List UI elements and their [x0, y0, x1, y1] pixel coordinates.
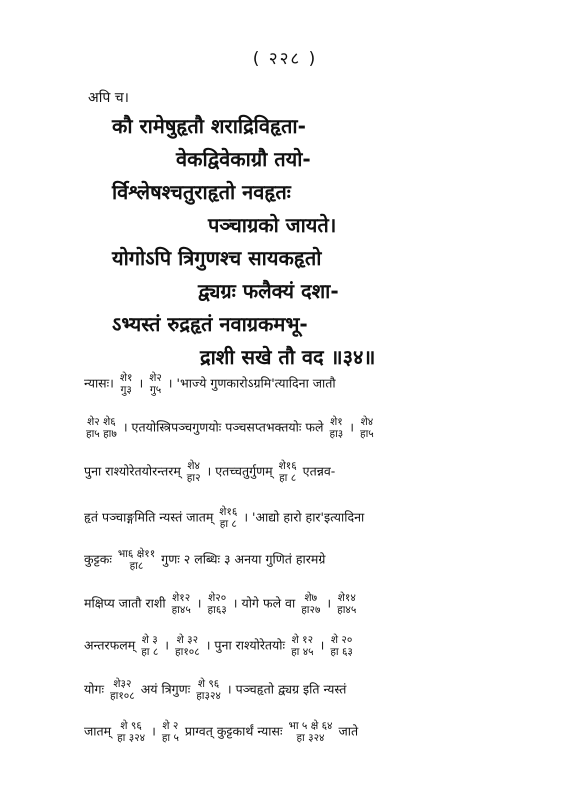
fraction-bottom: हा१०८	[110, 690, 135, 702]
verse-line: द्व्यग्रः फलैक्यं दशा-	[198, 279, 339, 303]
commentary-line	[84, 416, 376, 440]
verse-line: वेकद्विवेकाग्रौ तयो-	[176, 147, 311, 171]
fraction-top: शे ९६	[120, 720, 142, 732]
text-run: । पुना राश्योरेतयोः	[205, 637, 286, 653]
fraction-bottom: हा ३२४	[117, 732, 146, 744]
verse-line: कौ रामेषुहृतौ शराद्रिविहृता-	[112, 114, 306, 138]
intro-text: अपि च।	[88, 90, 129, 106]
fraction-bottom: हा६३	[207, 604, 227, 616]
fraction-top: शे१	[330, 416, 343, 428]
fraction-top: शे ९६	[197, 678, 220, 690]
fraction-top: शे २	[162, 720, 179, 732]
fraction-notation	[110, 678, 135, 702]
fraction-top: शे ३२	[176, 634, 199, 646]
fraction-bottom: हा ६३	[330, 646, 353, 658]
verse-line: ऽभ्यस्तं रुद्रहृतं नवाग्रकमभू-	[112, 312, 308, 336]
fraction-notation	[149, 372, 162, 396]
fraction-notation	[172, 592, 191, 616]
fraction-bottom: हा ५	[161, 732, 179, 744]
text-run: हृतं पञ्चाङ्गमिति न्यस्तं जातम्	[84, 509, 214, 525]
fraction-notation	[196, 678, 221, 702]
text-run: मक्षिप्य जातौ राशी	[84, 595, 166, 611]
page-number: ( २२८ )	[252, 49, 318, 69]
text-run: एतन्नव-	[302, 463, 336, 479]
fraction-top: शे २०	[330, 634, 353, 646]
fraction-top: शे४	[360, 416, 374, 428]
fraction-bottom: हा४५	[337, 604, 357, 616]
fraction-top: शे२०	[208, 592, 227, 604]
verse-line: योगोऽपि त्रिगुणश्च सायकहृतो	[112, 246, 322, 270]
fraction-notation	[162, 720, 179, 744]
commentary-line	[84, 548, 325, 572]
fraction-notation	[301, 592, 320, 616]
commentary-line	[84, 372, 336, 396]
text-run: । 'भाज्ये गुणकारोऽग्रमि'त्यादिना जातौ	[167, 375, 336, 391]
commentary-line	[84, 720, 358, 744]
text-run: । 'आद्यो हारो हार'इत्यादिना	[243, 509, 365, 525]
fraction-notation	[86, 416, 117, 440]
fraction-notation	[219, 506, 237, 530]
fraction-bottom: हा३	[329, 428, 344, 440]
fraction-top: भा ५ क्षे ६४	[288, 720, 333, 732]
fraction-notation	[120, 372, 133, 396]
fraction-notation	[118, 548, 155, 572]
fraction-top: शे२ शे६	[87, 416, 116, 428]
fraction-notation	[279, 460, 297, 484]
fraction-notation	[330, 416, 344, 440]
fraction-notation	[175, 634, 200, 658]
verse-line: र्विश्लेषश्चतुराहृतो नवहृतः	[112, 180, 291, 204]
text-run: । एतच्चतुर्गुणम्	[206, 463, 273, 479]
fraction-notation	[208, 592, 227, 616]
fraction-bottom: हा५ हा७	[86, 428, 117, 440]
fraction-bottom: हा२	[186, 472, 201, 484]
fraction-top: शे४	[187, 460, 200, 472]
fraction-bottom: हा ३२४	[296, 732, 325, 744]
commentary-line	[84, 678, 346, 702]
text-run: ।	[319, 637, 325, 653]
fraction-top: शे१४	[337, 592, 356, 604]
fraction-notation	[291, 634, 314, 658]
text-run: ।	[151, 723, 156, 739]
text-run: ।	[196, 595, 202, 611]
fraction-bottom: हा ८	[219, 518, 237, 530]
fraction-top: शे१६	[219, 506, 238, 518]
text-run: अन्तरफलम्	[84, 637, 136, 653]
fraction-top: शे३२	[113, 678, 132, 690]
fraction-bottom: हा ८	[279, 472, 297, 484]
commentary-line	[84, 460, 335, 484]
fraction-notation	[360, 416, 374, 440]
fraction-top: शे२	[149, 372, 162, 384]
text-run: गुणः २ लब्धिः ३ अनया गुणितं हारमग्रे	[161, 551, 326, 567]
fraction-bottom: हा२७	[301, 604, 321, 616]
text-run: । योगे फले वा	[232, 595, 296, 611]
text-run: । एतयोस्त्रिपञ्चगुणयोः पञ्चसप्तभक्तयोः फले	[122, 419, 324, 435]
fraction-bottom: हा५	[360, 428, 374, 440]
fraction-bottom: हा ८	[141, 646, 159, 658]
text-run: योगः	[84, 681, 105, 697]
fraction-bottom: हा८	[129, 560, 144, 572]
fraction-bottom: गु५	[149, 384, 162, 396]
verse-line: पञ्चाग्रको जायते।	[208, 213, 337, 237]
fraction-bottom: हा४५	[171, 604, 191, 616]
fraction-top: शे७	[304, 592, 318, 604]
fraction-bottom: हा ४५	[291, 646, 314, 658]
commentary-line	[84, 506, 364, 530]
fraction-notation	[330, 634, 353, 658]
fraction-notation	[117, 720, 145, 744]
verse-line: द्राशी सखे तौ वद ॥३४॥	[200, 345, 376, 369]
fraction-bottom: हा१०८	[175, 646, 200, 658]
fraction-top: शे१६	[278, 460, 297, 472]
text-run: ।	[326, 595, 332, 611]
fraction-notation	[288, 720, 332, 744]
text-run: प्राग्वत् कुट्टकार्थं न्यासः	[184, 723, 283, 739]
text-run: ।	[349, 419, 355, 435]
text-run: ।	[138, 375, 144, 391]
fraction-top: भा६ क्षे११	[117, 548, 156, 560]
fraction-bottom: हा३२४	[196, 690, 221, 702]
text-run: न्यासः।	[84, 375, 114, 391]
text-run: ।	[164, 637, 170, 653]
text-run: कुट्टकः	[84, 551, 112, 567]
fraction-top: शे ३	[141, 634, 158, 646]
fraction-bottom: गु३	[120, 384, 132, 396]
text-run: । पञ्चहृतो द्व्यग्र इति न्यस्तं	[226, 681, 347, 697]
fraction-notation	[337, 592, 356, 616]
fraction-top: शे१	[119, 372, 133, 384]
fraction-top: शे१२	[172, 592, 191, 604]
commentary-line	[84, 634, 355, 658]
fraction-top: शे १२	[291, 634, 314, 646]
text-run: अयं त्रिगुणः	[140, 681, 191, 697]
text-run: जाते	[338, 723, 359, 739]
fraction-notation	[141, 634, 158, 658]
commentary-line	[84, 592, 358, 616]
text-run: जातम्	[84, 723, 112, 739]
text-run: पुना राश्योरेतयोरन्तरम्	[84, 463, 181, 479]
fraction-notation	[187, 460, 201, 484]
